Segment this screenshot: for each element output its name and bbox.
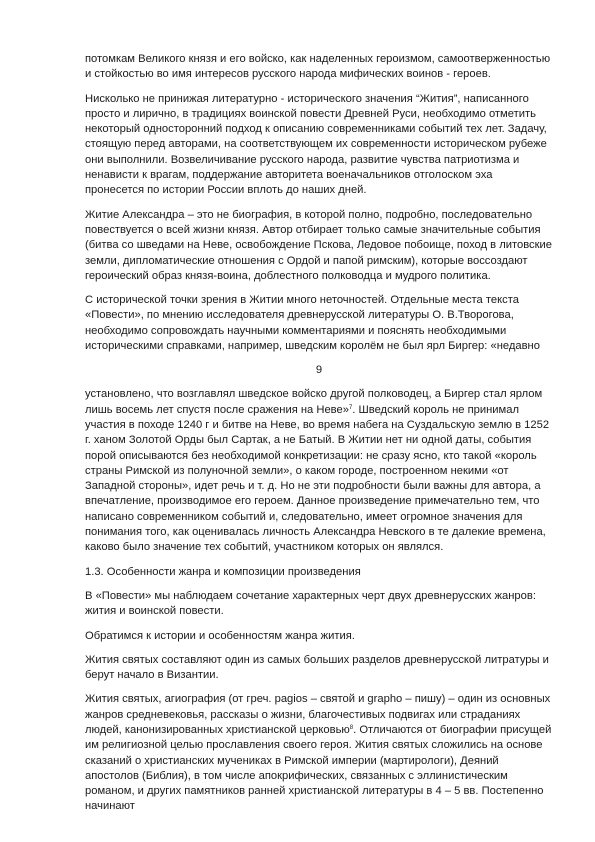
- paragraph-genres: В «Повести» мы наблюдаем сочетание характерных черт двух древнерусских жанров: жития и воинской повести.: [85, 589, 536, 618]
- continued-text-before-note: установлено, что возглавлял шведское войско другой полководец, а Биргер стал ярлом лишь восемь лет спустя после сражения на Неве»: [85, 388, 543, 416]
- section-heading: 1.3. Особенности жанра и композиции произведения: [85, 565, 361, 578]
- paragraph-3: Житие Александра – это не биография, в которой полно, подробно, последовательно повествуется о всей жизни князя. Автор отбирает только самые значительные события (битва со шведами на Неве, освобождение Пскова, Ледовое побоище, поход в литовские земли, дипломатические отношения с Ордой и папой римским), которые воссоздают героический образ князя-воина, доблестного полководца и мудрого политика.: [85, 208, 552, 282]
- paragraph-history: Обратимся к истории и особенностям жанра жития.: [85, 629, 355, 642]
- document-page: [85, 52, 553, 824]
- footnote-ref-8[interactable]: 8: [349, 724, 354, 731]
- paragraph-4: С исторической точки зрения в Житии много неточностей. Отдельные места текста «Повести», по мнению исследователя древнерусской литературы О. В.Творогова, необходимо сопровождать научными комментариями и пояснять необходимыми историческими справками, например, шведским королём не был ярл Биргер: «недавно: [85, 294, 540, 353]
- paragraph-continued: [85, 387, 553, 555]
- hagiography-text-before-note: Жития святых, агиография (от греч. pagios – святой и grapho – пишу) – один из основных жанров средневековья, рассказы о жизни, благочестивых подвигах или страданиях людей, канонизированных христианской церковью: [85, 693, 551, 736]
- footnote-ref-7[interactable]: 7: [348, 404, 353, 411]
- continued-text-after-note: . Шведский король не принимал участия в походе 1240 г и битве на Неве, во время набега на Суздальскую землю в 1252 г. ханом Золотой Орды был Сартак, а не Батый. В Житии нет ни одной даты, события порой описываются без необходимой конкретизации: не сразу ясно, кто такой «король страны Римской из полуночной земли», о каком городе, построенном некими «от Западной стороны», идет речь и т. д. Но не эти подробности были важны для автора, а впечатление, производимое его героем. Данное произведение примечательно тем, что написано современником событий и, следовательно, имеет огромное значения для понимания того, как оценивалась личность Александра Невского в те далекие времена, каково было значение тех событий, участником которых он являлся.: [85, 403, 550, 554]
- hagiography-text-after-note: . Отличаются от биографии присущей им религиозной целью прославления своего героя. Жития святых сложились на основе сказаний о христианских мучениках в Римской империи (мартирологи), Деяний апостолов (Библия), в том числе апокрифических, связанных с эллинистическим романом, и других памятников ранней христианской литературы в 4 – 5 вв. Постепенно начинают: [85, 723, 552, 813]
- paragraph-byzantium: Жития святых составляют один из самых больших разделов древнерусской литратуры и берут начало в Византии.: [85, 653, 549, 682]
- paragraph-1: потомкам Великого князя и его войско, как наделенных героизмом, самоотверженностью и стойкостью во имя интересов русского народа мифических воинов - героев.: [85, 53, 551, 81]
- paragraph-hagiography: [85, 692, 553, 814]
- page-number: 9: [315, 364, 323, 377]
- paragraph-2: Нисколько не принижая литературно - исторического значения “Жития”, написанного просто и лирично, в традициях воинской повести Древней Руси, необходимо отметить некоторый односторонний подход к описанию современниками событий тех лет. Задачу, стоящую перед авторами, на соответствующем их современности историческом рубеже они выполнили. Возвеличивание русского народа, развитие чувства патриотизма и ненависти к врагам, поддержание авторитета военачальников отголоском эха пронесется по истории России вплоть до наших дней.: [85, 92, 547, 197]
